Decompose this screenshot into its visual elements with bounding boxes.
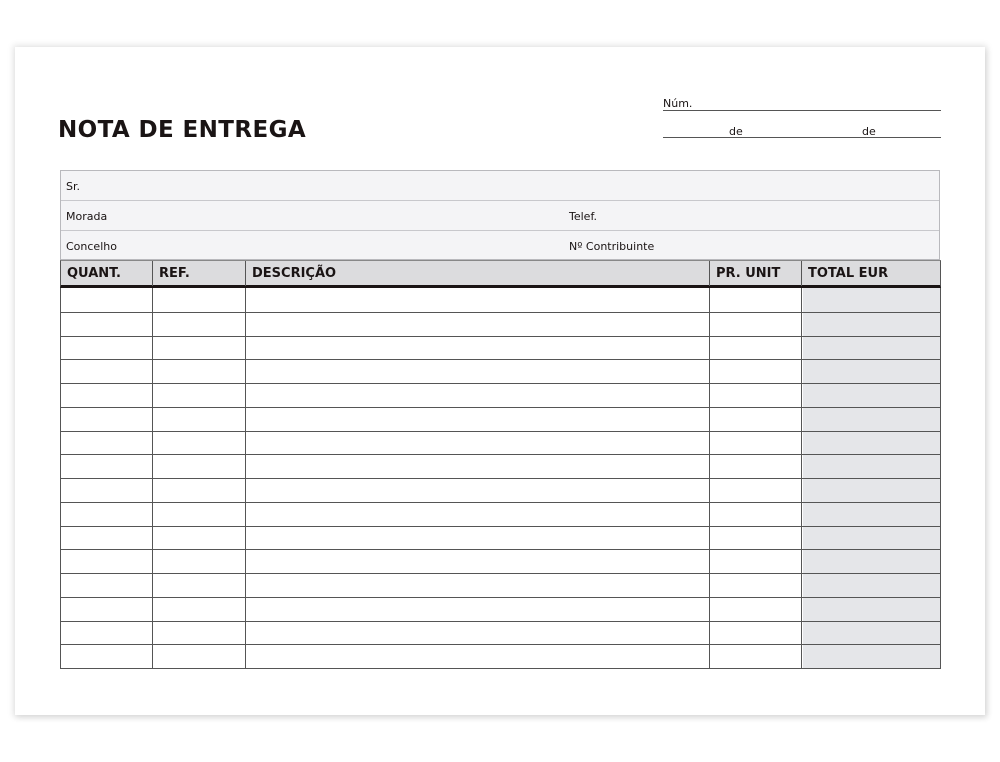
date-separator-1: de	[729, 125, 743, 138]
date-separator-2: de	[862, 125, 876, 138]
number-field-line[interactable]	[663, 110, 941, 111]
column-header-total: TOTAL EUR	[808, 266, 889, 281]
table-row-divider	[61, 502, 940, 503]
table-row-divider	[61, 549, 940, 550]
address-label: Morada	[66, 210, 108, 223]
table-row-divider	[61, 431, 940, 432]
table-row-divider	[61, 621, 940, 622]
items-table-header	[60, 260, 941, 288]
customer-info-box	[60, 170, 940, 260]
customer-name-row[interactable]	[61, 171, 939, 201]
table-row-divider	[61, 454, 940, 455]
column-header-unit-price: PR. UNIT	[710, 261, 802, 286]
tax-number-label: Nº Contribuinte	[569, 240, 655, 253]
document-title: NOTA DE ENTREGA	[58, 117, 307, 143]
column-header-reference: REF.	[153, 261, 246, 286]
address-row[interactable]	[61, 201, 939, 231]
table-row-divider	[61, 644, 940, 645]
table-row-divider	[61, 597, 940, 598]
table-row-divider	[61, 383, 940, 384]
column-header-quantity: QUANT.	[61, 261, 153, 286]
table-row-divider	[61, 573, 940, 574]
phone-label: Telef.	[569, 210, 598, 223]
number-label: Núm.	[663, 97, 693, 110]
table-row-divider	[61, 336, 940, 337]
table-row-divider	[61, 312, 940, 313]
items-table-body[interactable]	[60, 288, 941, 669]
customer-name-label: Sr.	[66, 180, 80, 193]
municipality-label: Concelho	[66, 240, 117, 253]
table-row-divider	[61, 359, 940, 360]
municipality-row[interactable]	[61, 231, 939, 261]
table-row-divider	[61, 526, 940, 527]
table-row-divider	[61, 478, 940, 479]
column-header-description: DESCRIÇÃO	[246, 261, 710, 286]
table-row-divider	[61, 407, 940, 408]
date-field-line[interactable]	[663, 137, 941, 138]
